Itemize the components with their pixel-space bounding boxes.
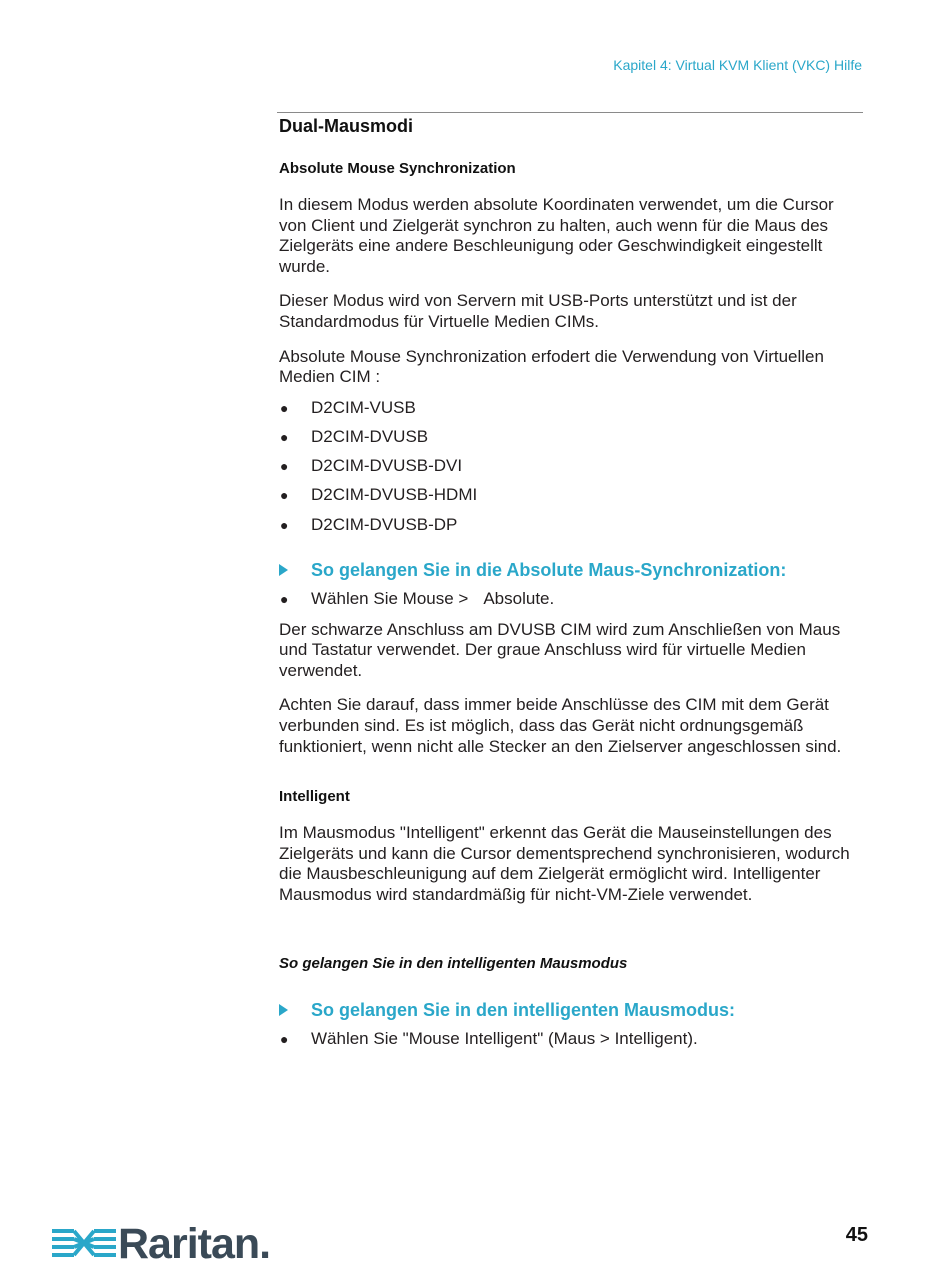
absolute-step-item: ● Wählen Sie Mouse > Absolute. <box>280 589 555 609</box>
intelligent-paragraph: Im Mausmodus "Intelligent" erkennt das Gerät die Mauseinstellungen des Zielgeräts und kann die Cursor dementsprechend synchronisieren, wodurch die Mausbeschleunigung auf dem Zielgerät ermöglicht wird. Intelligenter Mausmodus wird standardmäßig für nicht-VM-Ziele verwendet. <box>279 823 850 905</box>
absolute-paragraph-1: In diesem Modus werden absolute Koordinaten verwendet, um die Cursor von Client und Zielgerät synchron zu halten, auch wenn für die Maus des Zielgeräts eine andere Beschleunigung oder Geschwindigkeit eingestellt wurde. <box>279 195 834 276</box>
bullet-icon: ● <box>280 1030 289 1047</box>
intelligent-procedure-title: So gelangen Sie in den intelligenten Mausmodus: <box>279 999 861 1021</box>
section-title: Dual-Mausmodi <box>279 116 414 136</box>
cim-list <box>279 398 861 535</box>
intelligent-step-item: ● Wählen Sie "Mouse Intelligent" (Maus > Intelligent). <box>280 1028 698 1048</box>
bullet-icon: ● <box>280 399 289 416</box>
procedure-arrow-icon <box>279 1004 288 1016</box>
absolute-paragraph-3: Absolute Mouse Synchronization erfodert die Verwendung von Virtuellen Medien CIM : <box>279 346 824 387</box>
absolute-after-paragraph-2: Achten Sie darauf, dass immer beide Anschlüsse des CIM mit dem Gerät verbunden sind. Es ist möglich, dass das Gerät nicht ordnungsgemäß funktioniert, wenn nicht alle Stecker an den Zielserver angeschlossen sind. <box>279 695 842 756</box>
bullet-icon: ● <box>280 591 289 608</box>
page-content <box>279 115 861 1049</box>
absolute-sync-heading: Absolute Mouse Synchronization <box>279 160 516 177</box>
cim-list-item: ● D2CIM-DVUSB-HDMI <box>280 485 478 505</box>
intelligent-heading: Intelligent <box>279 788 350 806</box>
cim-list-item: ● D2CIM-DVUSB-DP <box>280 514 458 534</box>
absolute-procedure-title: So gelangen Sie in die Absolute Maus-Synchronization: <box>279 559 861 581</box>
chapter-header: Kapitel 4: Virtual KVM Klient (VKC) Hilfe <box>613 57 862 73</box>
procedure-arrow-icon <box>279 564 288 576</box>
bullet-icon: ● <box>280 516 289 533</box>
absolute-paragraph-2: Dieser Modus wird von Servern mit USB-Ports unterstützt und ist der Standardmodus für Virtuelle Medien CIMs. <box>279 291 797 331</box>
raritan-logo <box>52 1222 274 1266</box>
cim-list-item: ● D2CIM-VUSB <box>280 397 416 417</box>
bullet-icon: ● <box>280 458 289 475</box>
intelligent-steps <box>279 1029 861 1050</box>
header-rule <box>277 112 863 113</box>
cim-list-item: ● D2CIM-DVUSB <box>280 426 429 446</box>
page-number: 45 <box>845 1224 868 1246</box>
bullet-icon: ● <box>280 428 289 445</box>
logo-wordmark: Raritan. <box>118 1220 271 1268</box>
bullet-icon: ● <box>280 487 289 504</box>
intelligent-italic-heading: So gelangen Sie in den intelligenten Mausmodus <box>279 954 628 972</box>
cim-list-item: ● D2CIM-DVUSB-DVI <box>280 456 463 476</box>
absolute-steps <box>279 589 861 610</box>
absolute-after-paragraph-1: Der schwarze Anschluss am DVUSB CIM wird zum Anschließen von Maus und Tastatur verwendet. Der graue Anschluss wird für virtuelle Medien verwendet. <box>279 619 841 680</box>
raritan-logo-icon <box>52 1226 116 1262</box>
